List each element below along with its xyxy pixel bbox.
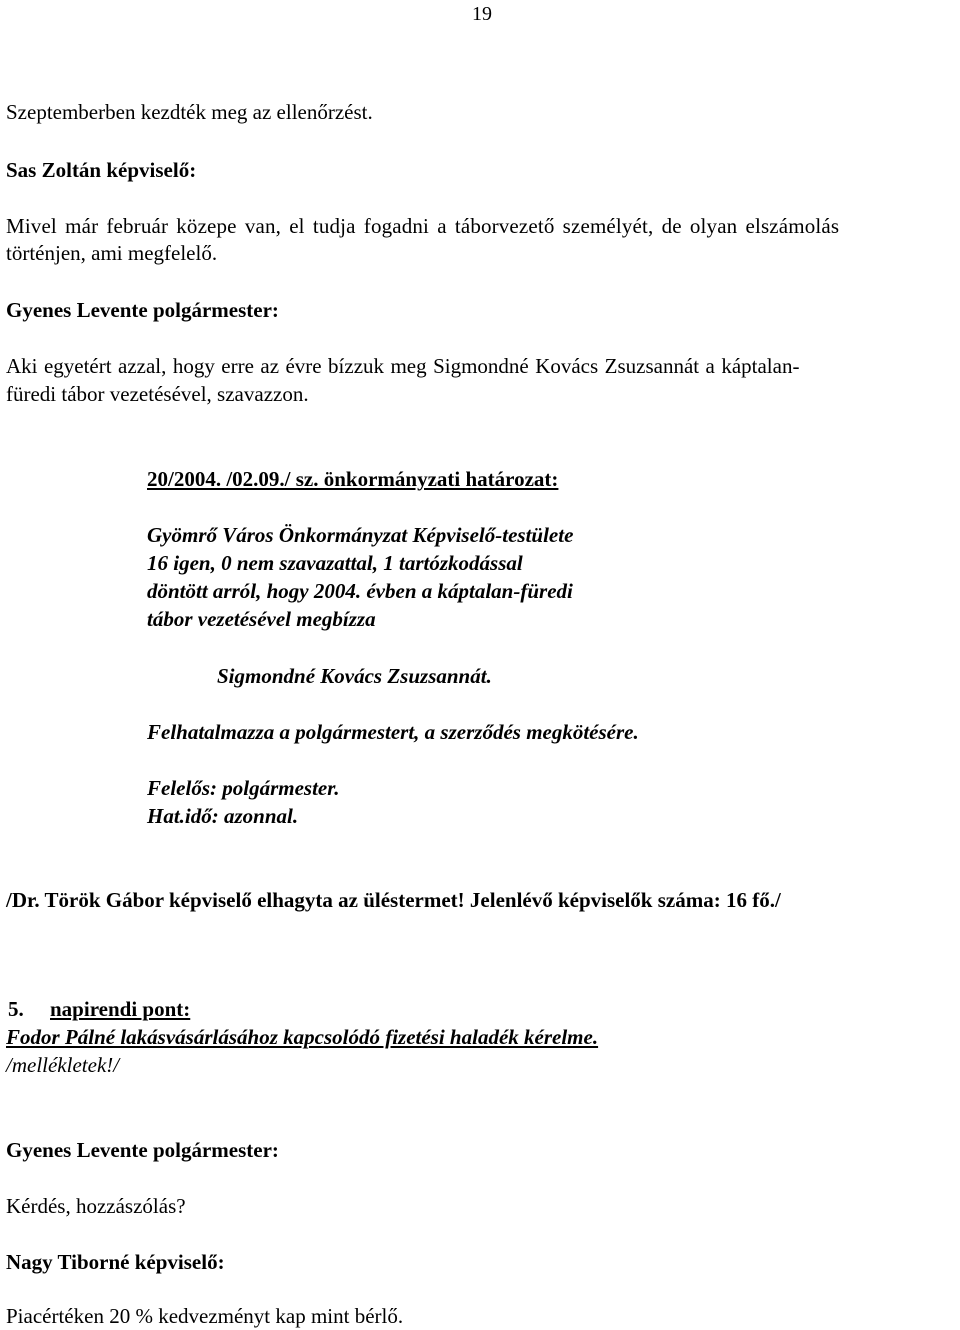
speaker-heading: Gyenes Levente polgármester: — [6, 1138, 279, 1162]
speaker-heading: Gyenes Levente polgármester: — [6, 298, 279, 322]
resolution-text: Gyömrő Város Önkormányzat Képviselő-testülete — [147, 523, 574, 547]
agenda-label: napirendi pont: — [50, 997, 191, 1021]
agenda-number: 5. — [8, 997, 24, 1021]
attendance-note: /Dr. Török Gábor képviselő elhagyta az üléstermet! Jelenlévő képviselők száma: 16 fő./ — [6, 888, 781, 912]
resolution-name: Sigmondné Kovács Zsuzsannát. — [217, 664, 492, 688]
speaker-heading: Sas Zoltán képviselő: — [6, 158, 197, 182]
paragraph: Kérdés, hozzászólás? — [6, 1194, 186, 1218]
paragraph: Mivel már február közepe van, el tudja fogadni a táborvezető személyét, de olyan elszámolás — [6, 214, 840, 238]
resolution-deadline: Hat.idő: azonnal. — [147, 804, 299, 828]
resolution-title: 20/2004. /02.09./ sz. önkormányzati határozat: — [147, 467, 559, 491]
paragraph: Szeptemberben kezdték meg az ellenőrzést. — [6, 100, 373, 124]
resolution-text: tábor vezetésével megbízza — [147, 607, 376, 631]
paragraph: Aki egyetért azzal, hogy erre az évre bízzuk meg Sigmondné Kovács Zsuzsannát a káptalan- — [6, 354, 800, 378]
paragraph: füredi tábor vezetésével, szavazzon. — [6, 382, 309, 406]
agenda-attachments: /mellékletek!/ — [6, 1053, 120, 1077]
agenda-heading — [6, 995, 190, 1023]
speaker-heading: Nagy Tiborné képviselő: — [6, 1250, 225, 1274]
resolution-text: 16 igen, 0 nem szavazattal, 1 tartózkodással — [147, 551, 523, 575]
resolution-responsible: Felelős: polgármester. — [147, 776, 340, 800]
page-number: 19 — [472, 3, 492, 25]
resolution-authorization: Felhatalmazza a polgármestert, a szerződés megkötésére. — [147, 720, 639, 744]
agenda-title: Fodor Pálné lakásvásárlásához kapcsolódó fizetési haladék kérelme. — [6, 1025, 599, 1049]
paragraph: Piacértéken 20 % kedvezményt kap mint bérlő. — [6, 1304, 404, 1328]
resolution-text: döntött arról, hogy 2004. évben a káptalan-füredi — [147, 579, 573, 603]
paragraph: történjen, ami megfelelő. — [6, 241, 218, 265]
